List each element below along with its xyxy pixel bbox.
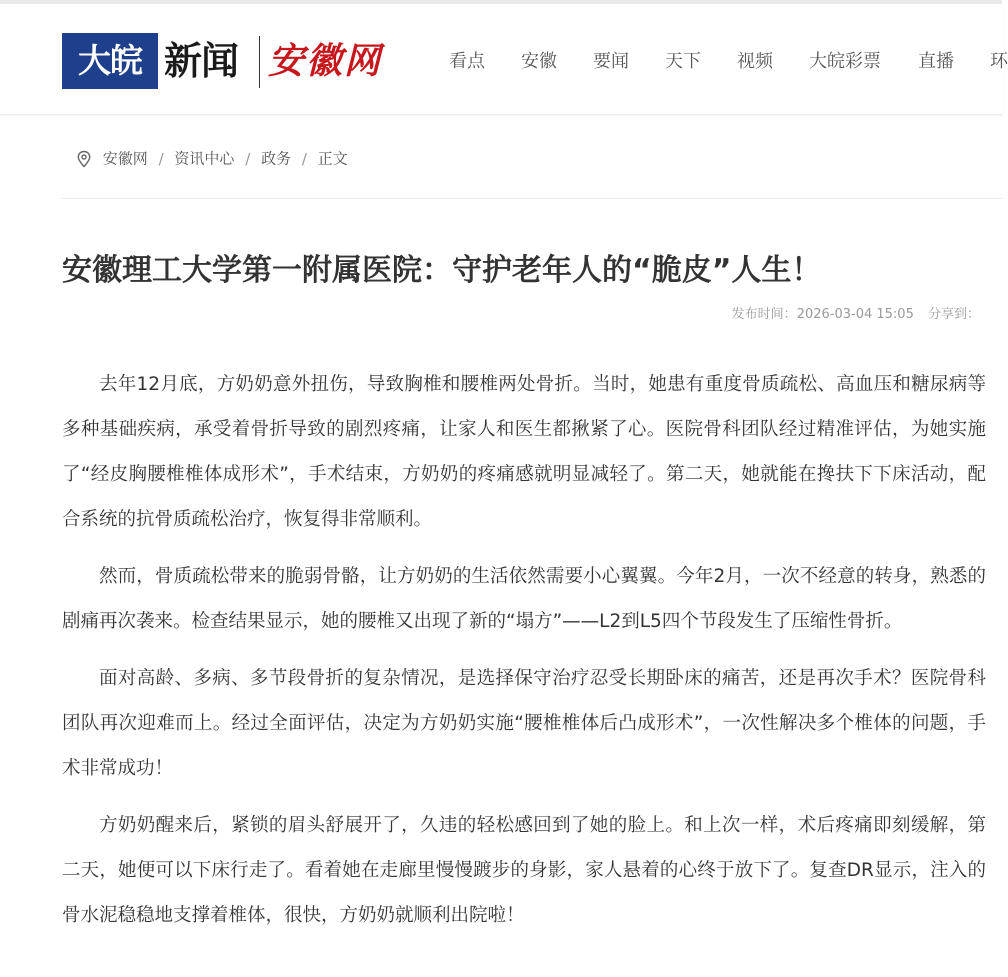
anhui-net-logo[interactable]: 安徽网 — [268, 40, 383, 82]
nav-item-yaowen[interactable]: 要闻 — [593, 51, 629, 72]
article-paragraph: 然而，骨质疏松带来的脆弱骨骼，让方奶奶的生活依然需要小心翼翼。今年2月，一次不经意的转身，熟悉的剧痛再次袭来。检查结果显示，她的腰椎又出现了新的“塌方”——L2到L5四个节段发生了压缩性骨折。 — [62, 566, 986, 632]
breadcrumb-current: 正文 — [317, 149, 348, 168]
publish-label: 发布时间： — [731, 307, 797, 322]
breadcrumb-item-news-center[interactable]: 资讯中心 — [174, 149, 235, 168]
divider — [62, 198, 1002, 199]
nav-item-tianxia[interactable]: 天下 — [665, 51, 701, 72]
logo-divider — [259, 36, 260, 88]
dawan-logo[interactable]: 大皖 — [62, 33, 158, 89]
breadcrumb-separator: / — [158, 149, 164, 168]
publish-time: 2026-03-04 15:05 — [796, 307, 914, 322]
article-paragraph: 面对高龄、多病、多节段骨折的复杂情况，是选择保守治疗忍受长期卧床的痛苦，还是再次手术？医院骨科团队再次迎难而上。经过全面评估，决定为方奶奶实施“腰椎椎体后凸成形术”，一次性解决多个椎体的问题，手术非常成功！ — [62, 668, 986, 779]
location-pin-icon — [76, 150, 92, 168]
nav-item-kandian[interactable]: 看点 — [449, 51, 485, 72]
breadcrumb — [76, 148, 348, 168]
nav-item-video[interactable]: 视频 — [737, 51, 773, 72]
nav-item-huan[interactable]: 环 — [990, 51, 1008, 72]
article-paragraph: 去年12月底，方奶奶意外扭伤，导致胸椎和腰椎两处骨折。当时，她患有重度骨质疏松、高血压和糖尿病等多种基础疾病，承受着骨折导致的剧烈疼痛，让家人和医生都揪紧了心。医院骨科团队经过精准评估，为她实施了“经皮胸腰椎椎体成形术”，手术结束，方奶奶的疼痛感就明显减轻了。第二天，她就能在搀扶下下床活动，配合系统的抗骨质疏松治疗，恢复得非常顺利。 — [62, 374, 986, 530]
nav-item-anhui[interactable]: 安徽 — [521, 51, 557, 72]
breadcrumb-separator: / — [301, 149, 307, 168]
article-body — [62, 362, 986, 950]
dawan-news-logo-text[interactable]: 新闻 — [164, 39, 239, 83]
nav-item-lottery[interactable]: 大皖彩票 — [809, 51, 881, 72]
article-meta — [732, 303, 980, 322]
article-title: 安徽理工大学第一附属医院：守护老年人的“脆皮”人生！ — [62, 253, 822, 289]
article-paragraph: 方奶奶醒来后，紧锁的眉头舒展开了，久违的轻松感回到了她的脸上。和上次一样，术后疼痛即刻缓解，第二天，她便可以下床行走了。看着她在走廊里慢慢踱步的身影，家人悬着的心终于放下了。复查DR显示，注入的骨水泥稳稳地支撑着椎体，很快，方奶奶就顺利出院啦！ — [62, 815, 986, 926]
site-header — [0, 4, 1008, 115]
breadcrumb-separator: / — [245, 149, 251, 168]
breadcrumb-item-anhui-net[interactable]: 安徽网 — [102, 149, 148, 168]
breadcrumb-item-government[interactable]: 政务 — [261, 149, 292, 168]
nav-item-live[interactable]: 直播 — [918, 51, 954, 72]
share-label[interactable]: 分享到： — [927, 307, 980, 322]
